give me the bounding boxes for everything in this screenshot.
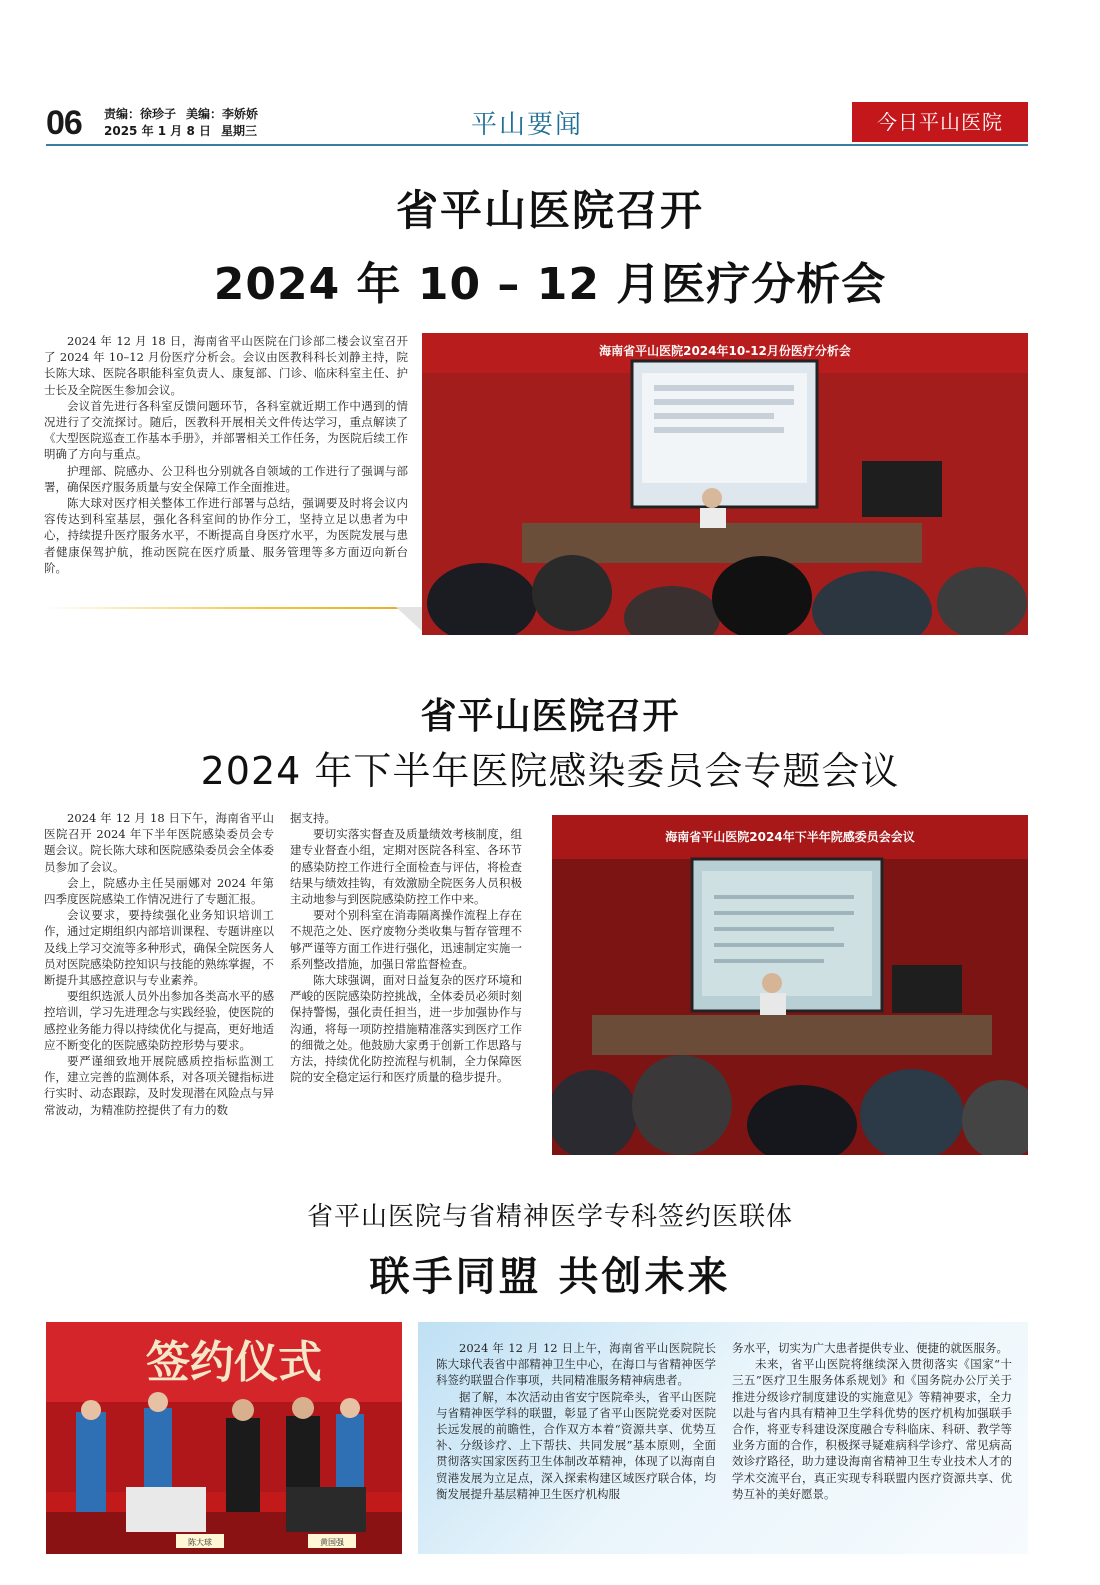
article2-photo — [552, 815, 1028, 1155]
article3-paragraph: 据了解，本次活动由省安宁医院牵头，省平山医院与省精神医学科的联盟，彰显了省平山医院党委对医院长远发展的前瞻性，合作双方本着“资源共享、优势互补、分级诊疗、上下帮扶、共同发展”基本原则，全面贯彻落实国家医药卫生体制改革精神，体现了以海南自贸港发展为立足点，深入探索构建区域医疗联合体，均衡发展提升基层精神卫生医疗机构服 — [436, 1389, 716, 1501]
article3-title: 联手同盟 共创未来 — [369, 1254, 731, 1300]
issue-weekday: 星期三 — [221, 124, 258, 138]
paper-name-badge: 今日平山医院 — [852, 102, 1028, 142]
article2-paragraph: 要对个别科室在消毒隔离操作流程上存在不规范之处、医疗废物分类收集与暂存管理不够严谨等方面工作进行强化，迅速制定实施一系列整改措施，加强日常监督检查。 — [290, 908, 522, 971]
article2-paragraph: 要切实落实督查及质量绩效考核制度，组建专业督查小组，定期对医院各科室、各环节的感染防控工作进行全面检查与评估，将检查结果与绩效挂钩，有效激励全院医务人员积极主动地参与到医院感染防控工作中来。 — [290, 827, 522, 907]
article1-paragraph: 会议首先进行各科室反馈问题环节，各科室就近期工作中遇到的情况进行了交流探讨。随后，医教科开展相关文件传达学习，重点解读了《大型医院巡查工作基本手册》，并部署相关工作任务，为医院后续工作明确了方向与重点。 — [44, 398, 408, 462]
article3-photo-banner: 签约仪式 — [146, 1337, 322, 1388]
editor-credit: 责编：徐珍子 — [104, 107, 177, 121]
article2-photo-banner: 海南省平山医院2024年下半年院感委员会会议 — [665, 830, 915, 844]
article3-paragraph-continued: 务水平，切实为广大患者提供专业、便捷的就医服务。 — [732, 1341, 1008, 1355]
article2-paragraph: 要组织选派人员外出参加各类高水平的感控培训，学习先进理念与实践经验，使医院的感控业务能力得以持续优化与提高，更好地适应不断变化的医院感染防控形势与要求。 — [44, 989, 274, 1052]
page-header — [46, 100, 1028, 146]
designer-credit: 美编：李娇娇 — [186, 107, 259, 121]
section-name: 平山要闻 — [471, 110, 584, 140]
article1-paragraph: 护理部、院感办、公卫科也分别就各自领域的工作进行了强调与部署，确保医疗服务质量与安全保障工作全面推进。 — [44, 463, 408, 494]
article1-paragraph: 陈大球对医疗相关整体工作进行部署与总结，强调要及时将会议内容传达到科室基层，强化各科室间的协作分工，坚持立足以患者为中心，持续提升医疗服务水平，不断提高自身医疗水平，为医院发展与患者健康保驾护航，推动医院在医疗质量、服务管理等多方面迈向新台阶。 — [44, 496, 408, 575]
issue-date: 2025 年 1 月 8 日 — [104, 124, 211, 138]
article2-paragraph: 陈大球强调，面对日益复杂的医疗环境和严峻的医院感染防控挑战，全体委员必须时刻保持警惕，强化责任担当，进一步加强协作与沟通，将每一项防控措施精准落实到医疗工作的细微之处。他鼓励大家勇于创新工作思路与方法，持续优化防控流程与机制，全力保障医院的安全稳定运行和医疗质量的稳步提升。 — [290, 973, 522, 1085]
name-card-right: 黄国强 — [320, 1538, 344, 1547]
article1-title-line1: 省平山医院召开 — [395, 186, 704, 235]
decorative-corner — [396, 607, 424, 633]
name-card-left: 陈大球 — [188, 1538, 212, 1547]
header-rule — [46, 144, 1028, 146]
article1-photo — [422, 333, 1028, 635]
article2-paragraph: 会议要求，要持续强化业务知识培训工作，通过定期组织内部培训课程、专题讲座以及线上学习交流等多种形式，确保全院医务人员对医院感染防控知识与技能的熟练掌握，不断提升其感控意识与专业素养。 — [44, 908, 274, 988]
header-meta — [104, 106, 268, 140]
article1-title-line2: 2024 年 10 – 12 月医疗分析会 — [213, 259, 887, 310]
article1-paragraph: 2024 年 12 月 18 日，海南省平山医院在门诊部二楼会议室召开了 2024 年 10–12 月份医疗分析会。会议由医教科科长刘静主持，院长陈大球、医院各职能科室负责人、康复部、门诊、临床科室主任、护士长及全院医生参加会议。 — [44, 334, 408, 397]
article3-paragraph: 未来，省平山医院将继续深入贯彻落实《国家“十三五”医疗卫生服务体系规划》和《国务院办公厅关于推进分级诊疗制度建设的实施意见》等精神要求，全力以赴与省内具有精神卫生学科优势的医疗机构加强联手合作，将亚专科建设深度融合专科临床、科研、教学等业务方面的合作，积极探寻疑难病科学诊疗、常见病高效诊疗路径，助力建设海南省精神卫生专业技术人才的学术交流平台，真正实现专科联盟内医疗资源共享、优势互补的美好愿景。 — [732, 1357, 1012, 1501]
article2-paragraph: 会上，院感办主任吴丽娜对 2024 年第四季度医院感染工作情况进行了专题汇报。 — [44, 875, 274, 907]
article2-body-left — [44, 810, 274, 1118]
article1-body — [44, 333, 408, 576]
article3-paragraph: 2024 年 12 月 12 日上午，海南省平山医院院长陈大球代表省中部精神卫生中心，在海口与省精神医学科签约联盟合作事项，共同精准服务精神病患者。 — [436, 1341, 716, 1388]
article3-subtitle: 省平山医院与省精神医学专科签约医联体 — [306, 1202, 793, 1232]
article1-photo-banner: 海南省平山医院2024年10-12月份医疗分析会 — [599, 344, 851, 358]
article2-title-line1: 省平山医院召开 — [420, 696, 680, 737]
article3-photo — [46, 1322, 402, 1554]
article3-body-left — [436, 1340, 716, 1502]
page-number: 06 — [46, 104, 82, 142]
article2-paragraph-continued: 据支持。 — [290, 811, 336, 825]
decorative-gold-line — [44, 607, 421, 609]
article2-body-right — [290, 810, 522, 1085]
article3-body-right — [732, 1340, 1012, 1502]
article2-paragraph: 要严谨细致地开展院感质控指标监测工作，建立完善的监测体系，对各项关键指标进行实时、动态跟踪，及时发现潜在风险点与异常波动，为精准防控提供了有力的数 — [44, 1054, 274, 1117]
article2-title-line2: 2024 年下半年医院感染委员会专题会议 — [200, 749, 900, 793]
article2-paragraph: 2024 年 12 月 18 日下午，海南省平山医院召开 2024 年下半年医院感染委员会专题会议。院长陈大球和医院感染委员会全体委员参加了会议。 — [44, 811, 274, 874]
